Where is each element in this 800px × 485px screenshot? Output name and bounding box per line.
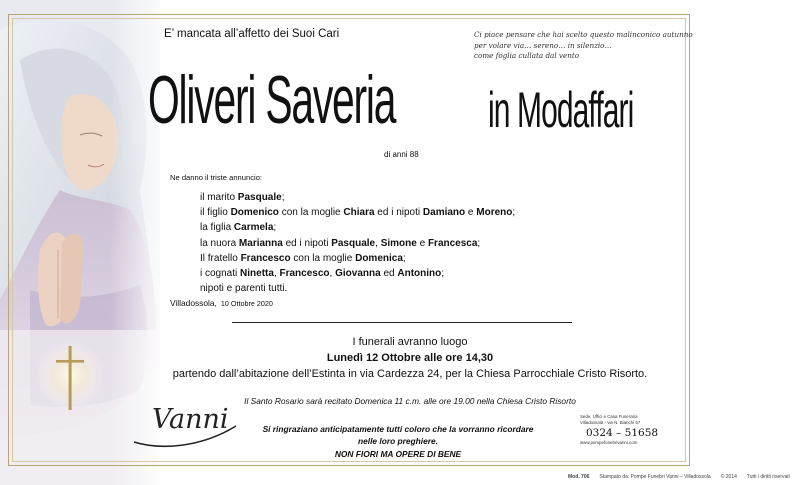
relation-text: ; — [281, 192, 285, 203]
relative-name: Marianna — [238, 237, 283, 249]
footer-rights: Tutti i diritti riservati — [746, 474, 790, 480]
family-line — [200, 236, 515, 251]
poem-line: per volare via… sereno… in silenzio… — [474, 40, 612, 50]
thanks-line: nelle loro preghiere. — [357, 436, 439, 447]
deceased-name-main: Oliveri Saveria — [148, 62, 396, 138]
no-flowers-line: NON FIORI MA OPERE DI BENE — [334, 448, 462, 459]
relation-text: nipoti e parenti tutti. — [200, 283, 288, 295]
relative-name: Domenica — [355, 252, 403, 264]
place-text: Villadossola, — [170, 298, 217, 308]
place-date — [170, 298, 273, 308]
relation-text: Il fratello — [200, 252, 241, 264]
relative-name: Francesco — [279, 268, 330, 280]
relation-text: e — [416, 237, 428, 249]
divider-line — [232, 322, 572, 323]
relation-text: il marito — [200, 192, 238, 203]
family-line — [200, 190, 515, 205]
funeral-route: partendo dall’abitazione dell’Estinta in via Cardezza 24, per la Chiesa Parrocchiale Cristo Risorto. — [172, 368, 648, 380]
age-text: di anni 88 — [384, 150, 419, 159]
relation-text: ed i nipoti — [282, 237, 332, 249]
family-line — [200, 266, 515, 281]
relative-name: Francesca — [427, 237, 478, 249]
agency-phone: 0324 – 51658 — [586, 427, 659, 439]
poem-line: come foglia cullata dal vento — [474, 51, 580, 61]
announcement-intro: Ne danno il triste annuncio: — [170, 173, 263, 182]
relation-text: ; — [512, 207, 516, 219]
relation-text: , — [329, 268, 336, 280]
relative-name: Giovanna — [335, 268, 381, 280]
relative-name: Carmela — [233, 222, 274, 234]
relation-text: ; — [402, 252, 406, 264]
thanks-line: Si ringraziano anticipatamente tutti coloro che la vorranno ricordare — [262, 424, 534, 434]
footer-mod: Mod. 706 — [568, 474, 590, 480]
relation-text: ; — [477, 237, 481, 249]
footer-printed-by: Stampato da: Pompe Funebri Vanni – Villadossola — [599, 474, 711, 480]
relation-text: ed i nipoti — [374, 207, 423, 219]
relation-text: ; — [441, 268, 445, 280]
agency-web: www.pompefunebrivanni.com — [580, 440, 638, 445]
relation-text: e — [465, 207, 477, 219]
family-line — [200, 220, 515, 235]
relative-name: Domenico — [230, 207, 279, 219]
family-list — [200, 190, 515, 296]
relative-name: Moreno — [476, 207, 513, 219]
family-line — [200, 205, 515, 220]
relation-text: con la moglie — [278, 207, 344, 219]
relation-text: i cognati — [200, 268, 241, 280]
footer-copyright: © 2014 — [720, 474, 737, 480]
family-line — [200, 281, 515, 296]
funeral-date-time: Lunedì 12 Ottobre alle ore 14,30 — [326, 352, 494, 364]
relative-name: Chiara — [343, 207, 375, 219]
agency-line: Sede, Uffici e Casa Funeraria — [580, 414, 638, 419]
date-text: 10 Ottobre 2020 — [220, 299, 273, 308]
poem-line: Ci piace pensare che hai scelto questo malinconico autunno — [474, 30, 693, 39]
relative-name: Damiano — [422, 207, 466, 219]
relation-text: la figlia — [200, 222, 234, 234]
agency-line: Villadossola - via N. Bianchi 57 — [580, 420, 641, 425]
deceased-name — [148, 50, 688, 150]
intro-text: E’ mancata all’affetto dei Suoi Cari — [164, 28, 340, 40]
relative-name: Simone — [380, 237, 417, 249]
relative-name: Ninetta — [240, 268, 274, 280]
funeral-line-1: I funerali avranno luogo — [352, 336, 468, 348]
relation-text: ed — [380, 268, 398, 280]
rosary-text: Il Santo Rosario sarà recitato Domenica 11 c.m. alle ore 19.00 nella Chiesa Cristo Risorto — [244, 396, 576, 406]
relation-text: , — [375, 237, 381, 249]
relation-text: il figlio — [200, 207, 231, 219]
agency-logo: Vanni — [152, 404, 229, 435]
footer — [568, 474, 800, 480]
relative-name: Pasquale — [331, 237, 376, 249]
relation-text: , — [273, 268, 280, 280]
relative-name: Antonino — [397, 268, 442, 280]
relative-name: Pasquale — [237, 192, 282, 203]
relation-text: ; — [273, 222, 277, 234]
agency-info — [580, 414, 676, 446]
relative-name: Francesco — [240, 252, 291, 264]
deceased-married-name: in Modaffari — [488, 82, 634, 138]
relation-text: con la moglie — [290, 252, 356, 264]
thanks-text — [238, 423, 558, 460]
relation-text: la nuora — [200, 237, 239, 249]
family-line — [200, 251, 515, 266]
